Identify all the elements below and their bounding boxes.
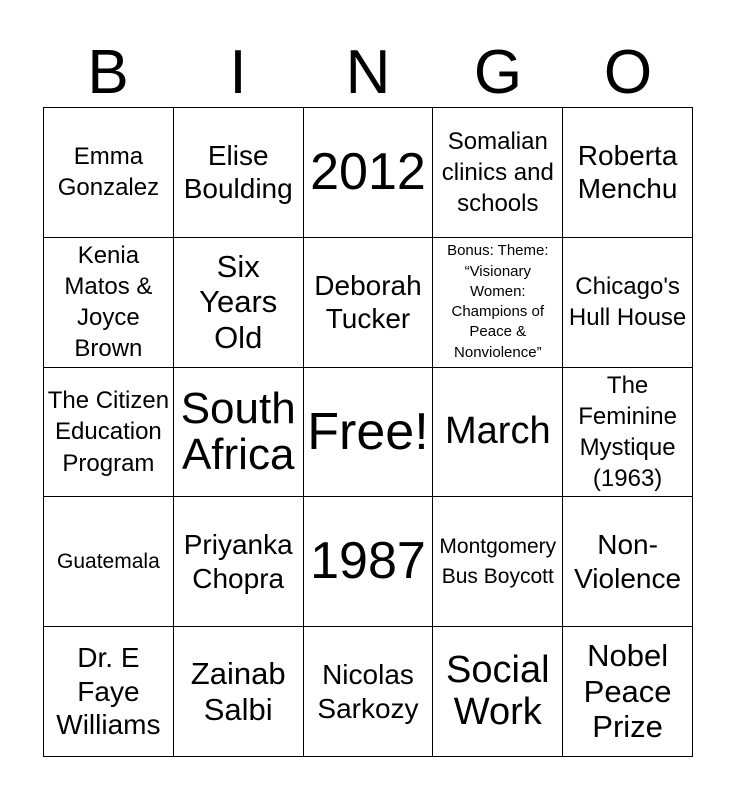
bingo-cell-text: Dr. E Faye Williams: [56, 642, 161, 741]
bingo-cell[interactable]: [433, 108, 563, 238]
bingo-cell-text: Bonus: Theme: “Visionary Women: Champions of Peace & Nonviolence”: [447, 242, 549, 361]
bingo-cell[interactable]: [304, 627, 434, 757]
bingo-grid: [43, 107, 693, 757]
bingo-cell-text: 2012: [310, 143, 426, 202]
bingo-cell[interactable]: [563, 368, 693, 498]
header-letter-n: N: [345, 38, 391, 107]
bingo-cell[interactable]: [304, 368, 434, 498]
bingo-cell-text: Montgomery Bus Boycott: [439, 535, 557, 588]
bingo-cell[interactable]: [174, 108, 304, 238]
bingo-cell[interactable]: [174, 238, 304, 368]
bingo-cell[interactable]: [563, 497, 693, 627]
bingo-cell-text: Deborah Tucker: [314, 269, 422, 335]
bingo-cell-text: Emma Gonzalez: [57, 143, 160, 202]
header-letter-b: B: [87, 38, 129, 107]
bingo-cell[interactable]: [174, 627, 304, 757]
bingo-cell-text: Chicago's Hull House: [568, 273, 687, 332]
bingo-cell-text: Guatemala: [57, 550, 160, 574]
bingo-cell[interactable]: [304, 108, 434, 238]
bingo-cell[interactable]: [433, 238, 563, 368]
bingo-cell[interactable]: [44, 238, 174, 368]
bingo-cell[interactable]: [174, 497, 304, 627]
bingo-cell-text: The Citizen Education Program: [47, 387, 170, 477]
bingo-cell-text: 1987: [310, 532, 426, 591]
bingo-cell-text: Priyanka Chopra: [183, 529, 293, 594]
bingo-cell-text: Elise Boulding: [183, 139, 293, 205]
bingo-cell-text: Six Years Old: [199, 248, 278, 356]
bingo-cell-text: Somalian clinics and schools: [441, 127, 554, 217]
bingo-cell[interactable]: [44, 108, 174, 238]
bingo-cell-text: Nobel Peace Prize: [583, 638, 672, 745]
bingo-cell-text: Free!: [307, 402, 429, 461]
bingo-cell[interactable]: [563, 238, 693, 368]
header-letter-o: O: [603, 38, 653, 107]
header-letter-g: G: [473, 38, 523, 107]
bingo-cell-text: Kenia Matos & Joyce Brown: [64, 241, 153, 363]
bingo-cell[interactable]: [44, 497, 174, 627]
bingo-cell[interactable]: [44, 627, 174, 757]
bingo-cell-text: Non-Violence: [574, 529, 682, 594]
bingo-cell[interactable]: [433, 497, 563, 627]
bingo-header: [43, 38, 693, 108]
bingo-cell-text: South Africa: [180, 383, 296, 479]
bingo-cell[interactable]: [304, 238, 434, 368]
bingo-cell[interactable]: [433, 627, 563, 757]
bingo-cell-text: Zainab Salbi: [190, 655, 286, 727]
bingo-cell[interactable]: [44, 368, 174, 498]
header-letter-i: I: [229, 38, 247, 107]
bingo-cell[interactable]: [304, 497, 434, 627]
bingo-cell[interactable]: [433, 368, 563, 498]
bingo-cell-text: Nicolas Sarkozy: [317, 659, 419, 724]
bingo-cell[interactable]: [563, 108, 693, 238]
bingo-cell-text: March: [445, 410, 551, 453]
bingo-cell-text: Roberta Menchu: [577, 139, 678, 205]
bingo-cell[interactable]: [174, 368, 304, 498]
bingo-cell-text: The Feminine Mystique (1963): [578, 371, 677, 493]
bingo-cell-text: Social Work: [446, 648, 550, 733]
bingo-cell[interactable]: [563, 627, 693, 757]
